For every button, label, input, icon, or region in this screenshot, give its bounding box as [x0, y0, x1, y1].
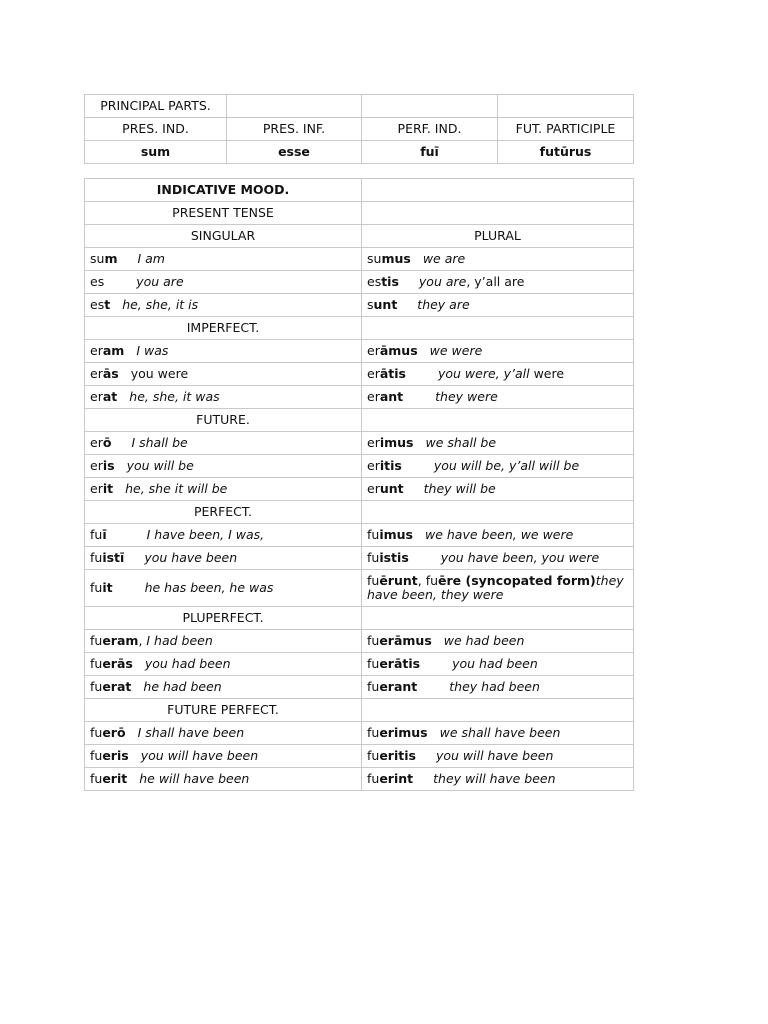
- stem: fu: [367, 725, 380, 740]
- translation: I was: [136, 343, 169, 358]
- stem: fu: [367, 771, 380, 786]
- plural-form: [362, 524, 634, 547]
- plural-form: [362, 630, 634, 653]
- translation: he, she it will be: [125, 481, 228, 496]
- empty-cell: [227, 95, 362, 118]
- stem: er: [90, 366, 103, 381]
- ending: m: [104, 251, 118, 266]
- ending: eram: [102, 633, 139, 648]
- conjugation-row: [85, 570, 634, 607]
- conjugation-row: [85, 478, 634, 501]
- empty-cell: [498, 95, 634, 118]
- plural-form: [362, 340, 634, 363]
- plural-form: [362, 768, 634, 791]
- ending: ērunt: [379, 573, 418, 588]
- empty-cell: [362, 202, 634, 225]
- translation: I shall be: [131, 435, 188, 450]
- empty-cell: [362, 607, 634, 630]
- header-pres-inf: PRES. INF.: [227, 118, 362, 141]
- ending: am: [102, 343, 125, 358]
- translation: you are: [418, 274, 467, 289]
- stem: fu: [367, 633, 380, 648]
- future-perfect-title: FUTURE PERFECT.: [85, 699, 362, 722]
- translation-extra: were: [529, 366, 565, 381]
- stem: fu: [90, 748, 103, 763]
- empty-cell: [362, 317, 634, 340]
- translation: he, she, it is: [122, 297, 199, 312]
- conjugation-row: [85, 653, 634, 676]
- ending: imus: [379, 527, 413, 542]
- plural-form: [362, 294, 634, 317]
- ending: erit: [102, 771, 128, 786]
- ending: erant: [379, 679, 418, 694]
- stem: fu: [367, 527, 380, 542]
- pluperfect-title: PLUPERFECT.: [85, 607, 362, 630]
- singular-form: [85, 478, 362, 501]
- translation-extra: , y’all are: [466, 274, 525, 289]
- ending: erimus: [379, 725, 428, 740]
- plural-form: [362, 271, 634, 294]
- ending: eritis: [379, 748, 416, 763]
- ending: erat: [102, 679, 132, 694]
- ending: eris: [102, 748, 129, 763]
- stem: er: [90, 389, 103, 404]
- translation: we were: [429, 343, 483, 358]
- ending: erātis: [379, 656, 421, 671]
- translation: you were: [130, 366, 189, 381]
- empty-cell: [362, 699, 634, 722]
- translation: you will be, y’all will be: [433, 458, 580, 473]
- conjugation-row: [85, 363, 634, 386]
- ending: āmus: [379, 343, 418, 358]
- indicative-mood-title: INDICATIVE MOOD.: [85, 179, 362, 202]
- translation: we shall be: [425, 435, 497, 450]
- conjugation-row: [85, 432, 634, 455]
- translation: you have been: [144, 550, 238, 565]
- conjugation-row: [85, 745, 634, 768]
- ending: t: [104, 297, 111, 312]
- translation: you had been: [452, 656, 538, 671]
- ending: ātis: [379, 366, 406, 381]
- conjugation-row: [85, 386, 634, 409]
- singular-form: [85, 768, 362, 791]
- ending: erās: [102, 656, 133, 671]
- singular-form: [85, 722, 362, 745]
- conjugation-row: [85, 340, 634, 363]
- ending: ant: [379, 389, 404, 404]
- translation: you had been: [144, 656, 231, 671]
- conjugation-row: [85, 248, 634, 271]
- ending: ō: [102, 435, 112, 450]
- plural-form: [362, 676, 634, 699]
- section-header-row: [85, 179, 634, 202]
- translation: you will have been: [435, 748, 554, 763]
- section-header-row: [85, 607, 634, 630]
- ending: istī: [102, 550, 125, 565]
- ending: unt: [379, 481, 404, 496]
- form-pres-ind: sum: [85, 141, 227, 164]
- translation: I have been, I was,: [146, 527, 265, 542]
- translation: he has been, he was: [144, 580, 274, 595]
- stem: er: [367, 435, 380, 450]
- translation: you will be: [126, 458, 194, 473]
- translation: they will be: [423, 481, 496, 496]
- translation: we had been: [443, 633, 525, 648]
- singular-form: [85, 524, 362, 547]
- stem: fu: [90, 550, 103, 565]
- stem: su: [367, 251, 382, 266]
- singular-form: [85, 340, 362, 363]
- ending: itis: [379, 458, 402, 473]
- ending: is: [102, 458, 115, 473]
- stem: s: [367, 297, 374, 312]
- singular-form: [85, 570, 362, 607]
- translation: you were, y’all: [437, 366, 530, 381]
- plural-form: [362, 455, 634, 478]
- translation: we are: [422, 251, 466, 266]
- conjugation-row: [85, 294, 634, 317]
- singular-form: [85, 455, 362, 478]
- indicative-mood-table: [84, 178, 634, 791]
- ending: istis: [379, 550, 409, 565]
- section-header-row: [85, 409, 634, 432]
- singular-form: [85, 271, 362, 294]
- ending: it: [102, 481, 114, 496]
- number-header-row: [85, 225, 634, 248]
- singular-form: [85, 547, 362, 570]
- plural-form: [362, 722, 634, 745]
- translation: they have been, they were: [367, 573, 624, 602]
- stem: er: [367, 343, 380, 358]
- conjugation-row: [85, 630, 634, 653]
- stem: fu: [90, 633, 103, 648]
- conjugation-row: [85, 455, 634, 478]
- stem: su: [90, 251, 105, 266]
- stem: fu: [90, 580, 103, 595]
- conjugation-row: [85, 676, 634, 699]
- header-fut-participle: FUT. PARTICIPLE: [498, 118, 634, 141]
- stem: er: [367, 366, 380, 381]
- conjugation-row: [85, 768, 634, 791]
- ending: erāmus: [379, 633, 432, 648]
- principal-parts-table: [84, 94, 634, 164]
- stem: er: [90, 481, 103, 496]
- plural-form: [362, 386, 634, 409]
- stem: fu: [90, 725, 103, 740]
- ending: ās: [102, 366, 119, 381]
- singular-form: [85, 432, 362, 455]
- ending: ī: [102, 527, 107, 542]
- translation: he had been: [143, 679, 222, 694]
- header-perf-ind: PERF. IND.: [362, 118, 498, 141]
- plural-label: PLURAL: [362, 225, 634, 248]
- ending: at: [102, 389, 118, 404]
- empty-cell: [362, 179, 634, 202]
- plural-form: [362, 432, 634, 455]
- translation: they are: [417, 297, 470, 312]
- ending-syncopated: ēre (syncopated form): [438, 573, 596, 588]
- conjugation-row: [85, 271, 634, 294]
- section-header-row: [85, 501, 634, 524]
- imperfect-title: IMPERFECT.: [85, 317, 362, 340]
- translation: they were: [435, 389, 498, 404]
- stem: fu: [90, 771, 103, 786]
- stem: er: [90, 435, 103, 450]
- section-header-row: [85, 317, 634, 340]
- translation: you have been, you were: [440, 550, 600, 565]
- stem: es: [90, 274, 105, 289]
- principal-parts-title: PRINCIPAL PARTS.: [85, 95, 227, 118]
- ending: tis: [381, 274, 399, 289]
- singular-form: [85, 745, 362, 768]
- stem: er: [367, 481, 380, 496]
- translation: you are: [136, 274, 184, 289]
- translation: he will have been: [139, 771, 250, 786]
- ending: imus: [379, 435, 414, 450]
- translation: he, she, it was: [129, 389, 220, 404]
- translation: they will have been: [433, 771, 556, 786]
- ending: erō: [102, 725, 126, 740]
- stem: fu: [367, 573, 380, 588]
- future-title: FUTURE.: [85, 409, 362, 432]
- singular-form: [85, 630, 362, 653]
- stem: fu: [367, 550, 380, 565]
- form-perf-ind: fuī: [362, 141, 498, 164]
- ending: mus: [381, 251, 411, 266]
- translation: I am: [137, 251, 165, 266]
- translation: you will have been: [140, 748, 259, 763]
- conjugation-row: [85, 547, 634, 570]
- separator: , fu: [417, 573, 439, 588]
- singular-form: [85, 294, 362, 317]
- form-pres-inf: esse: [227, 141, 362, 164]
- empty-cell: [362, 95, 498, 118]
- stem: fu: [367, 679, 380, 694]
- conjugation-row: [85, 524, 634, 547]
- stem: es: [90, 297, 105, 312]
- stem: es: [367, 274, 382, 289]
- stem: fu: [90, 679, 103, 694]
- empty-cell: [362, 501, 634, 524]
- singular-label: SINGULAR: [85, 225, 362, 248]
- plural-form: [362, 363, 634, 386]
- header-pres-ind: PRES. IND.: [85, 118, 227, 141]
- ending: it: [102, 580, 113, 595]
- present-tense-title: PRESENT TENSE: [85, 202, 362, 225]
- stem: er: [90, 458, 103, 473]
- section-header-row: [85, 202, 634, 225]
- stem: fu: [90, 656, 103, 671]
- stem: fu: [367, 748, 380, 763]
- plural-form: [362, 248, 634, 271]
- section-header-row: [85, 699, 634, 722]
- singular-form: [85, 676, 362, 699]
- stem: er: [90, 343, 103, 358]
- plural-form: [362, 570, 634, 607]
- principal-parts-title-row: [85, 95, 634, 118]
- plural-form: [362, 478, 634, 501]
- principal-parts-forms-row: [85, 141, 634, 164]
- conjugation-row: [85, 722, 634, 745]
- ending: unt: [373, 297, 398, 312]
- singular-form: [85, 386, 362, 409]
- stem: fu: [367, 656, 380, 671]
- translation: I shall have been: [137, 725, 245, 740]
- plural-form: [362, 547, 634, 570]
- singular-form: [85, 653, 362, 676]
- singular-form: [85, 363, 362, 386]
- principal-parts-header-row: [85, 118, 634, 141]
- plural-form: [362, 653, 634, 676]
- form-fut-participle: futūrus: [498, 141, 634, 164]
- empty-cell: [362, 409, 634, 432]
- singular-form: [85, 248, 362, 271]
- stem: er: [367, 458, 380, 473]
- ending: erint: [379, 771, 414, 786]
- stem: fu: [90, 527, 103, 542]
- translation: I had been: [146, 633, 213, 648]
- translation: we have been, we were: [424, 527, 574, 542]
- perfect-title: PERFECT.: [85, 501, 362, 524]
- stem: er: [367, 389, 380, 404]
- plural-form: [362, 745, 634, 768]
- translation: they had been: [449, 679, 540, 694]
- translation: we shall have been: [439, 725, 561, 740]
- separator: ,: [138, 633, 147, 648]
